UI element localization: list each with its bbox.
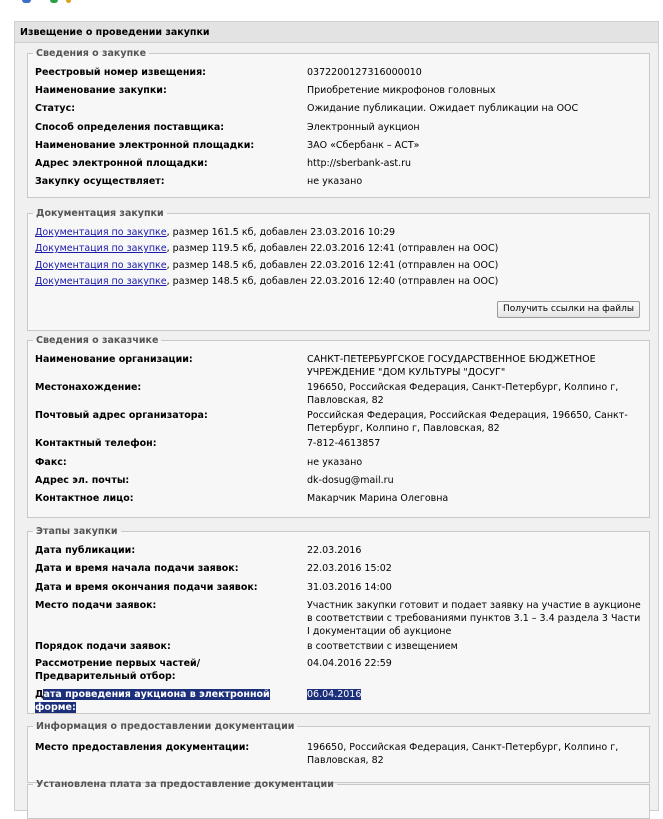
doc-item (35, 259, 645, 272)
browser-logo-fragment (22, 0, 31, 3)
doc-item (35, 242, 645, 255)
section-legend: Информация о предоставлении документации (36, 721, 295, 732)
stages-section (27, 526, 650, 714)
field-value: 0372200127316000010 (307, 67, 422, 78)
doc-link[interactable]: Документация по закупке (35, 276, 167, 287)
field-value: не указано (307, 457, 363, 468)
field-label: Дата и время окончания подачи заявок: (35, 582, 258, 593)
doc-link[interactable]: Документация по закупке (35, 260, 167, 271)
field-value: в соответствии с извещением (307, 641, 458, 652)
browser-logo-fragment (66, 0, 71, 3)
doc-meta: , размер 148.5 кб, добавлен 22.03.2016 12:40 (отправлен на ООС) (166, 276, 499, 287)
field-label: Адрес эл. почты: (35, 475, 130, 486)
field-label: Контактное лицо: (35, 493, 134, 504)
customer-section (27, 335, 650, 518)
field-value: http://sberbank-ast.ru (307, 158, 412, 169)
field-value: 31.03.2016 14:00 (307, 582, 392, 593)
field-value: Ожидание публикации. Ожидает публикации на ООС (307, 103, 579, 114)
section-legend: Сведения о закупке (36, 48, 147, 59)
field-value: 22.03.2016 (307, 545, 362, 556)
field-label: Адрес электронной площадки: (35, 158, 208, 169)
field-label: Порядок подачи заявок: (35, 641, 171, 652)
field-value: ЗАО «Сбербанк – АСТ» (307, 140, 420, 151)
field-label-start: Д (35, 689, 44, 700)
field-value: dk-dosug@mail.ru (307, 475, 394, 486)
section-legend: Установлена плата за предоставление документации (36, 779, 334, 790)
selected-text: ата проведения аукциона в электронной форме: (35, 689, 270, 713)
doc-link[interactable]: Документация по закупке (35, 243, 167, 254)
field-label: Рассмотрение первых частей/Предварительный отбор: (35, 658, 201, 682)
field-value: Электронный аукцион (307, 122, 420, 133)
doc-meta: , размер 119.5 кб, добавлен 22.03.2016 12:41 (отправлен на ООС) (166, 243, 499, 254)
field-label: Реестровый номер извещения: (35, 67, 206, 78)
field-value: Макарчик Марина Олеговна (307, 493, 449, 504)
get-file-links-button[interactable]: Получить ссылки на файлы (497, 301, 640, 318)
field-label: Контактный телефон: (35, 438, 157, 449)
field-value: 22.03.2016 15:02 (307, 563, 392, 574)
field-label (35, 688, 303, 714)
field-label: Наименование организации: (35, 354, 193, 365)
doc-meta: , размер 148.5 кб, добавлен 22.03.2016 12:41 (отправлен на ООС) (166, 260, 499, 271)
field-label: Факс: (35, 457, 67, 468)
notice-panel (14, 21, 659, 811)
field-label: Дата и время начала подачи заявок: (35, 563, 239, 574)
field-label: Местонахождение: (35, 382, 142, 393)
field-value: Приобретение микрофонов головных (307, 85, 496, 96)
field-label: Способ определения поставщика: (35, 122, 225, 133)
doc-item (35, 226, 645, 239)
browser-top-strip (0, 0, 663, 8)
section-legend: Документация закупки (36, 208, 164, 219)
doc-meta: , размер 161.5 кб, добавлен 23.03.2016 10:29 (166, 227, 396, 238)
selected-text: 06.04.2016 (307, 689, 362, 700)
browser-logo-fragment (50, 0, 58, 3)
field-value: САНКТ-ПЕТЕРБУРГСКОЕ ГОСУДАРСТВЕННОЕ БЮДЖЕТНОЕ УЧРЕЖДЕНИЕ "ДОМ КУЛЬТУРЫ "ДОСУГ" (307, 354, 596, 378)
field-value: 196650, Российская Федерация, Санкт-Петербург, Колпино г, Павловская, 82 (307, 382, 619, 406)
field-value (307, 688, 645, 701)
panel-title: Извещение о проведении закупки (15, 22, 658, 43)
field-label: Почтовый адрес организатора: (35, 410, 208, 421)
doc-link[interactable]: Документация по закупке (35, 227, 167, 238)
field-value: 7-812-4613857 (307, 438, 381, 449)
section-legend: Сведения о заказчике (36, 335, 159, 346)
field-label: Место предоставления документации: (35, 742, 250, 753)
purchase-info-section (27, 48, 650, 198)
section-legend: Этапы закупки (36, 526, 118, 537)
field-value: Российская Федерация, Российская Федерация, 196650, Санкт-Петербург, Колпино г, Павловская, 82 (307, 410, 628, 434)
field-value: 04.04.2016 22:59 (307, 658, 392, 669)
field-value: 196650, Российская Федерация, Санкт-Петербург, Колпино г, Павловская, 82 (307, 742, 619, 766)
fee-section (27, 779, 650, 819)
field-label: Дата публикации: (35, 545, 136, 556)
field-label: Место подачи заявок: (35, 600, 157, 611)
doc-item (35, 275, 645, 288)
doc-provision-section (27, 721, 650, 783)
field-label: Наименование электронной площадки: (35, 140, 255, 151)
field-value: Участник закупки готовит и подает заявку на участие в аукционе в соответствии с требованиями пунктов 3.1 – 3.4 раздела 3 Части I документации об аукционе (307, 600, 641, 637)
field-label: Закупку осуществляет: (35, 176, 165, 187)
documentation-section (27, 208, 650, 331)
field-label: Наименование закупки: (35, 85, 167, 96)
field-label: Статус: (35, 103, 76, 114)
field-value: не указано (307, 176, 363, 187)
